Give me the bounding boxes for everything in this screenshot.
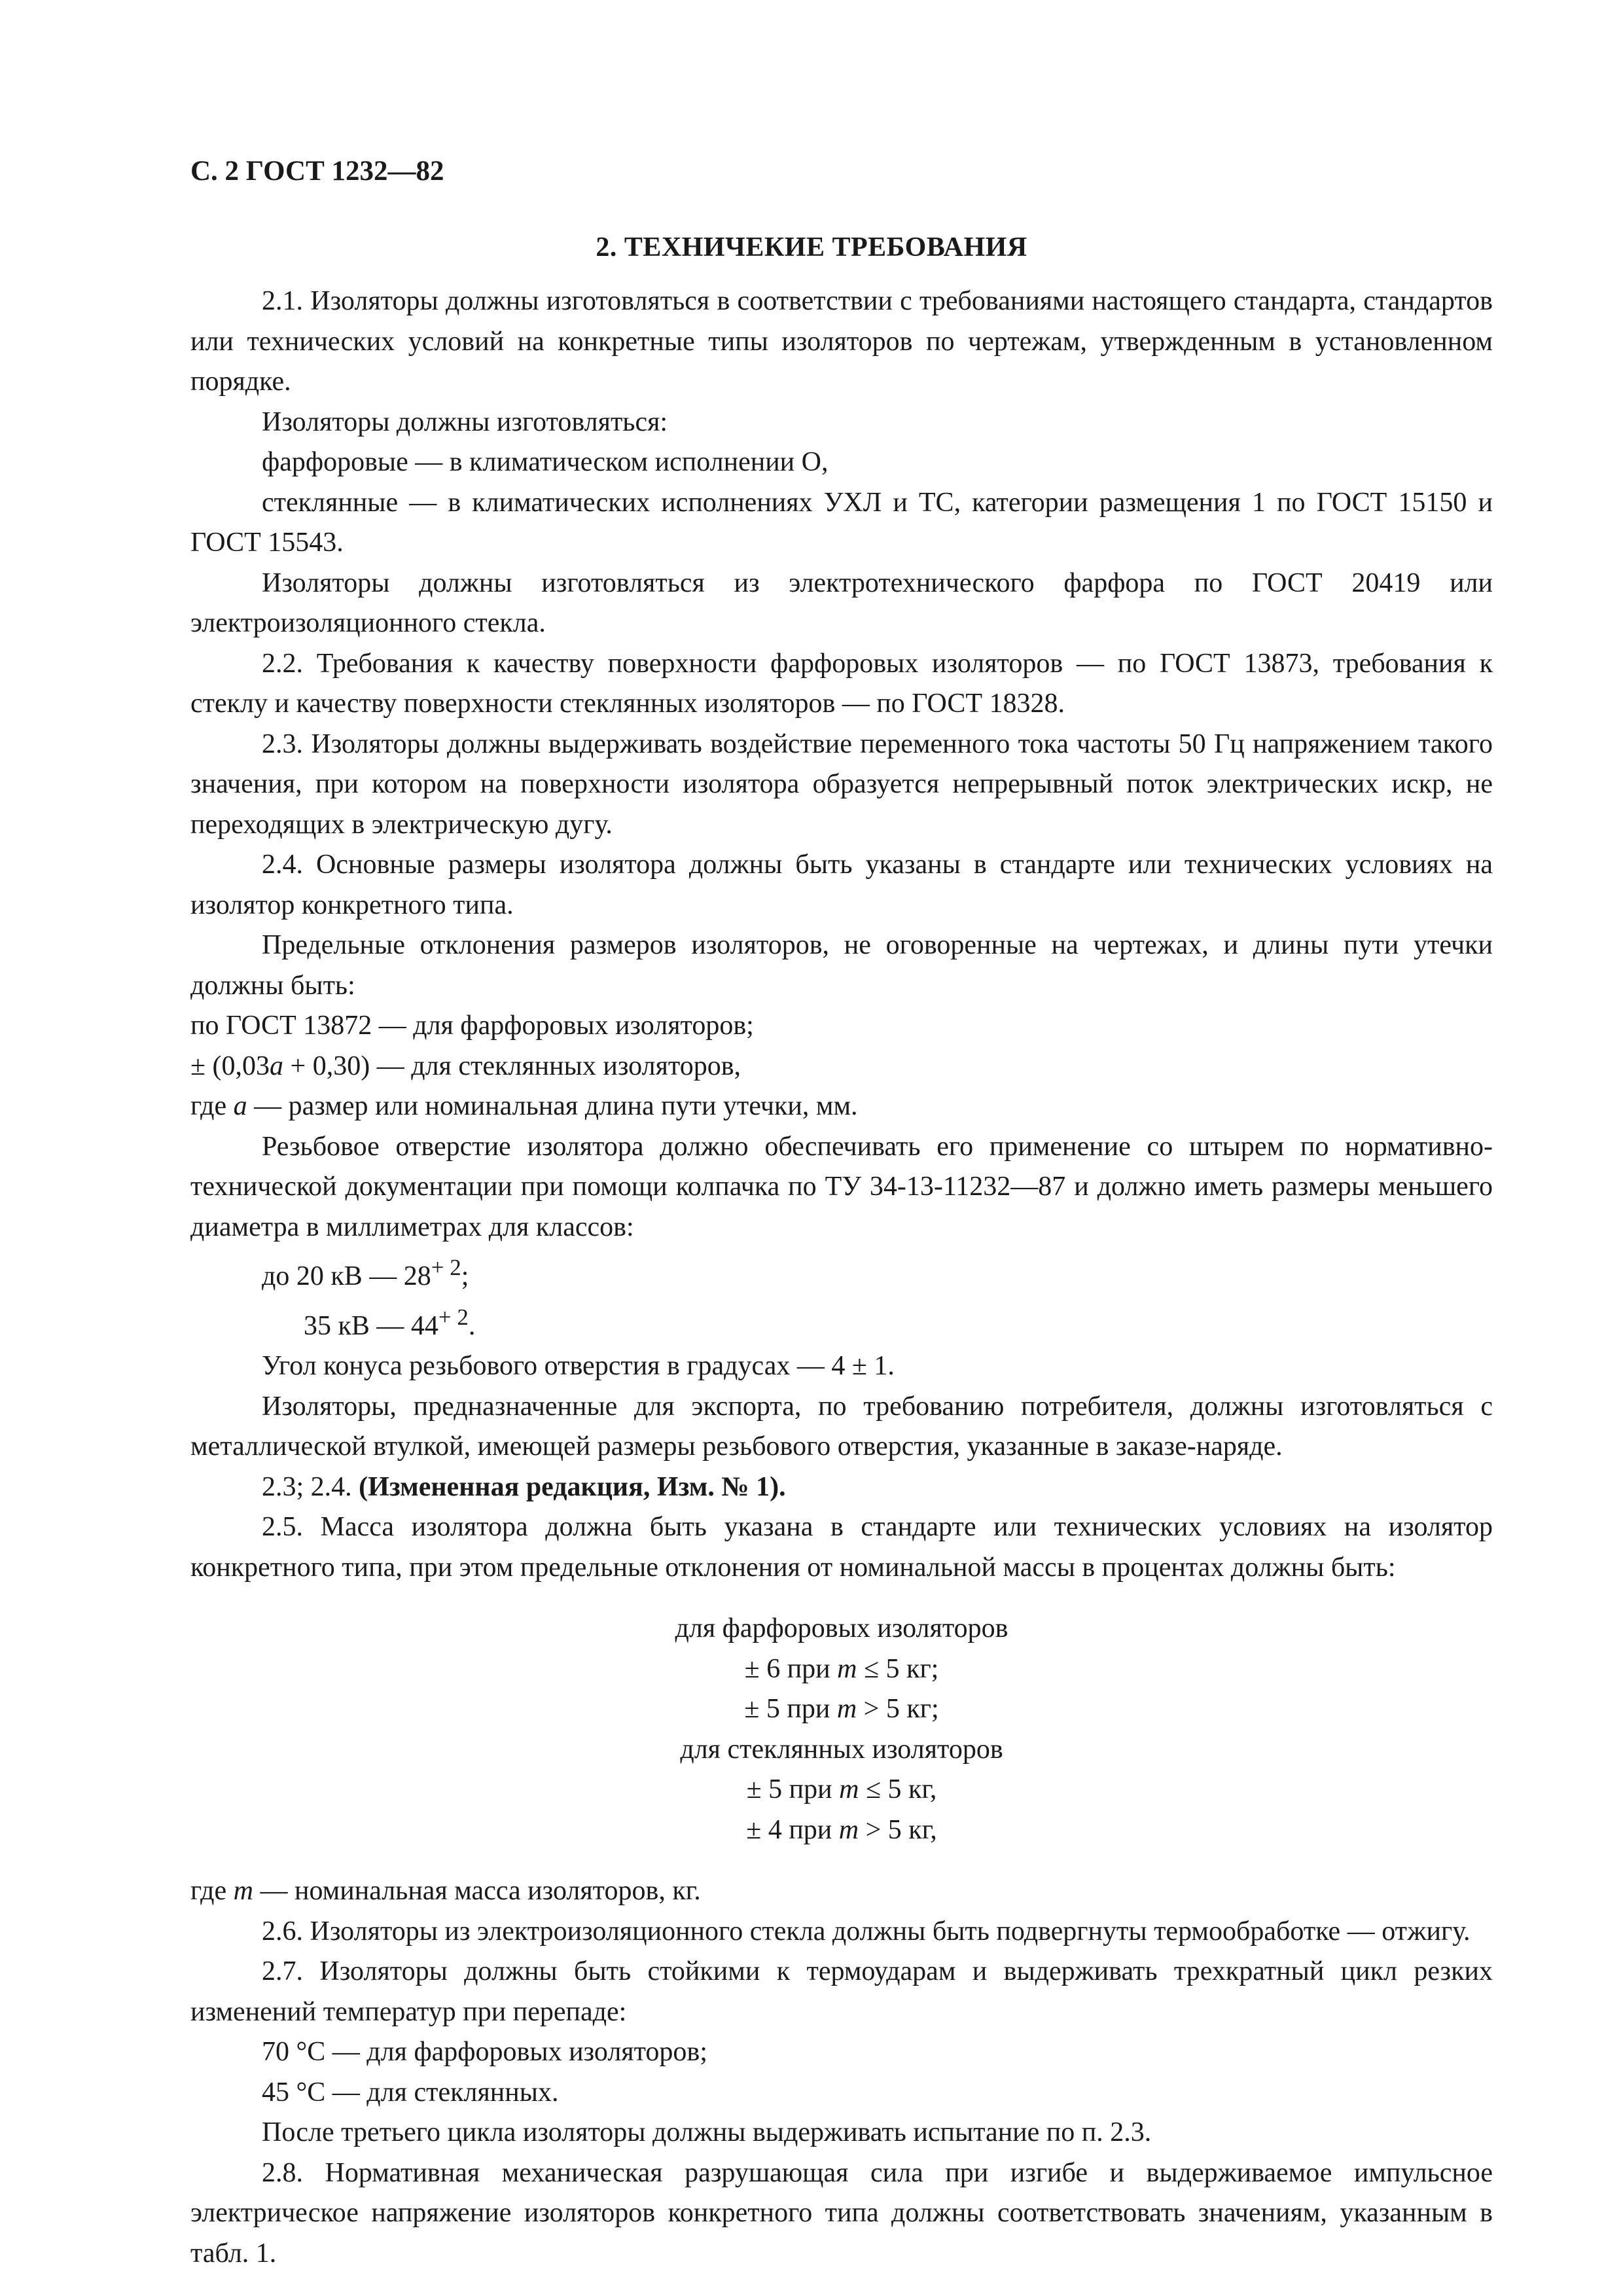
paragraph-2-4-porcelain-tol: по ГОСТ 13872 — для фарфоровых изоляторов; xyxy=(190,1011,754,1041)
paragraph-2-4-export: Изоляторы, предназначенные для экспорта, по требованию потребителя, должны изготовляться с металлической втулкой, имеющей размеры резьбового отверстия, указанные в заказе-наряде. xyxy=(190,1391,1493,1462)
paragraph-2-4-cone-angle: Угол конуса резьбового отверстия в градусах — 4 ± 1. xyxy=(262,1351,895,1381)
paragraph-2-8: 2.8. Нормативная механическая разрушающая сила при изгибе и выдерживаемое импульсное электрическое напряжение изоляторов конкретного типа должны соответствовать значениям, указанным в табл. 1. xyxy=(190,2157,1493,2269)
paragraph-2-7: 2.7. Изоляторы должны быть стойкими к термоударам и выдерживать трехкратный цикл резких изменений температур при перепаде: xyxy=(190,1956,1493,2027)
mass-glass-heading: для стеклянных изоляторов xyxy=(680,1734,1003,1765)
section-title: 2. ТЕХНИЧЕКИЕ ТРЕБОВАНИЯ xyxy=(596,232,1027,262)
paragraph-2-4-thread: Резьбовое отверстие изолятора должно обеспечивать его применение со штырем по нормативно-технической документации при помощи колпачка по ТУ 34-13-11232—87 и должно иметь размеры меньшего диаметра в миллиметрах для классов: xyxy=(190,1131,1493,1242)
paragraph-2-7-porcelain: 70 °С — для фарфоровых изоляторов; xyxy=(262,2037,707,2067)
paragraph-2-1-material: Изоляторы должны изготовляться из электротехнического фарфора по ГОСТ 20419 или электроизоляционного стекла. xyxy=(190,567,1493,638)
paragraph-2-7-glass: 45 °С — для стеклянных. xyxy=(262,2077,559,2108)
paragraph-2-4: 2.4. Основные размеры изолятора должны быть указаны в стандарте или технических условиях на изолятор конкретного типа. xyxy=(190,850,1493,920)
paragraph-2-7-after: После третьего цикла изоляторы должны выдерживать испытание по п. 2.3. xyxy=(262,2117,1152,2147)
paragraph-2-1: 2.1. Изоляторы должны изготовляться в соответствии с требованиями настоящего стандарта, стандартов или технических условий на конкретные типы изоляторов по чертежам, утвержденным в установленном порядке. xyxy=(190,286,1493,397)
paragraph-2-3: 2.3. Изоляторы должны выдерживать воздействие переменного тока частоты 50 Гц напряжением такого значения, при котором на поверхности изолятора образуется непрерывный поток электрических искр, не переходящих в электрическую дугу. xyxy=(190,728,1493,840)
paragraph-2-4-glass-tol: ± (0,03а + 0,30) — для стеклянных изоляторов, xyxy=(190,1050,741,1081)
paragraph-2-3-2-4-amendment: 2.3; 2.4. (Измененная редакция, Изм. № 1). xyxy=(262,1471,786,1502)
mass-glass-line-2: ± 4 при m > 5 кг, xyxy=(746,1814,937,1845)
paragraph-2-4-class-20kv: до 20 кВ — $28^{+ 2}$; xyxy=(262,1255,469,1291)
paragraph-2-1-intro: Изоляторы должны изготовляться: xyxy=(262,406,668,437)
paragraph-2-4-where-a: где а — размер или номинальная длина пути утечки, мм. xyxy=(190,1091,858,1121)
body-text xyxy=(190,281,1493,2274)
paragraph-2-6: 2.6. Изоляторы из электроизоляционного стекла должны быть подвергнуты термообработке — отжигу. xyxy=(262,1916,1471,1946)
paragraph-2-5: 2.5. Масса изолятора должна быть указана в стандарте или технических условиях на изолятор конкретного типа, при этом предельные отклонения от номинальной массы в процентах должны быть: xyxy=(190,1512,1493,1583)
paragraph-2-1-glass: стеклянные — в климатических исполнениях УХЛ и ТС, категории размещения 1 по ГОСТ 15150 и ГОСТ 15543. xyxy=(190,487,1493,558)
mass-glass-line-1: ± 5 при m ≤ 5 кг, xyxy=(746,1774,937,1804)
paragraph-mass-where-m: где m — номинальная масса изоляторов, кг. xyxy=(190,1876,701,1906)
mass-porcelain-line-2: ± 5 при m > 5 кг; xyxy=(744,1694,939,1724)
page-header: С. 2 ГОСТ 1232—82 xyxy=(190,156,444,187)
mass-porcelain-heading: для фарфоровых изоляторов xyxy=(675,1613,1008,1643)
paragraph-2-2: 2.2. Требования к качеству поверхности фарфоровых изоляторов — по ГОСТ 13873, требования к стеклу и качеству поверхности стеклянных изоляторов — по ГОСТ 18328. xyxy=(190,648,1493,719)
paragraph-2-4-class-35kv: 35 кВ — $44^{+ 2}$. xyxy=(304,1304,476,1341)
paragraph-2-4-tolerances: Предельные отклонения размеров изоляторов, не оговоренные на чертежах, и длины пути утечки должны быть: xyxy=(190,930,1493,1001)
mass-porcelain-line-1: ± 6 при m ≤ 5 кг; xyxy=(744,1653,939,1684)
paragraph-2-1-porcelain: фарфоровые — в климатическом исполнении О, xyxy=(262,447,829,477)
